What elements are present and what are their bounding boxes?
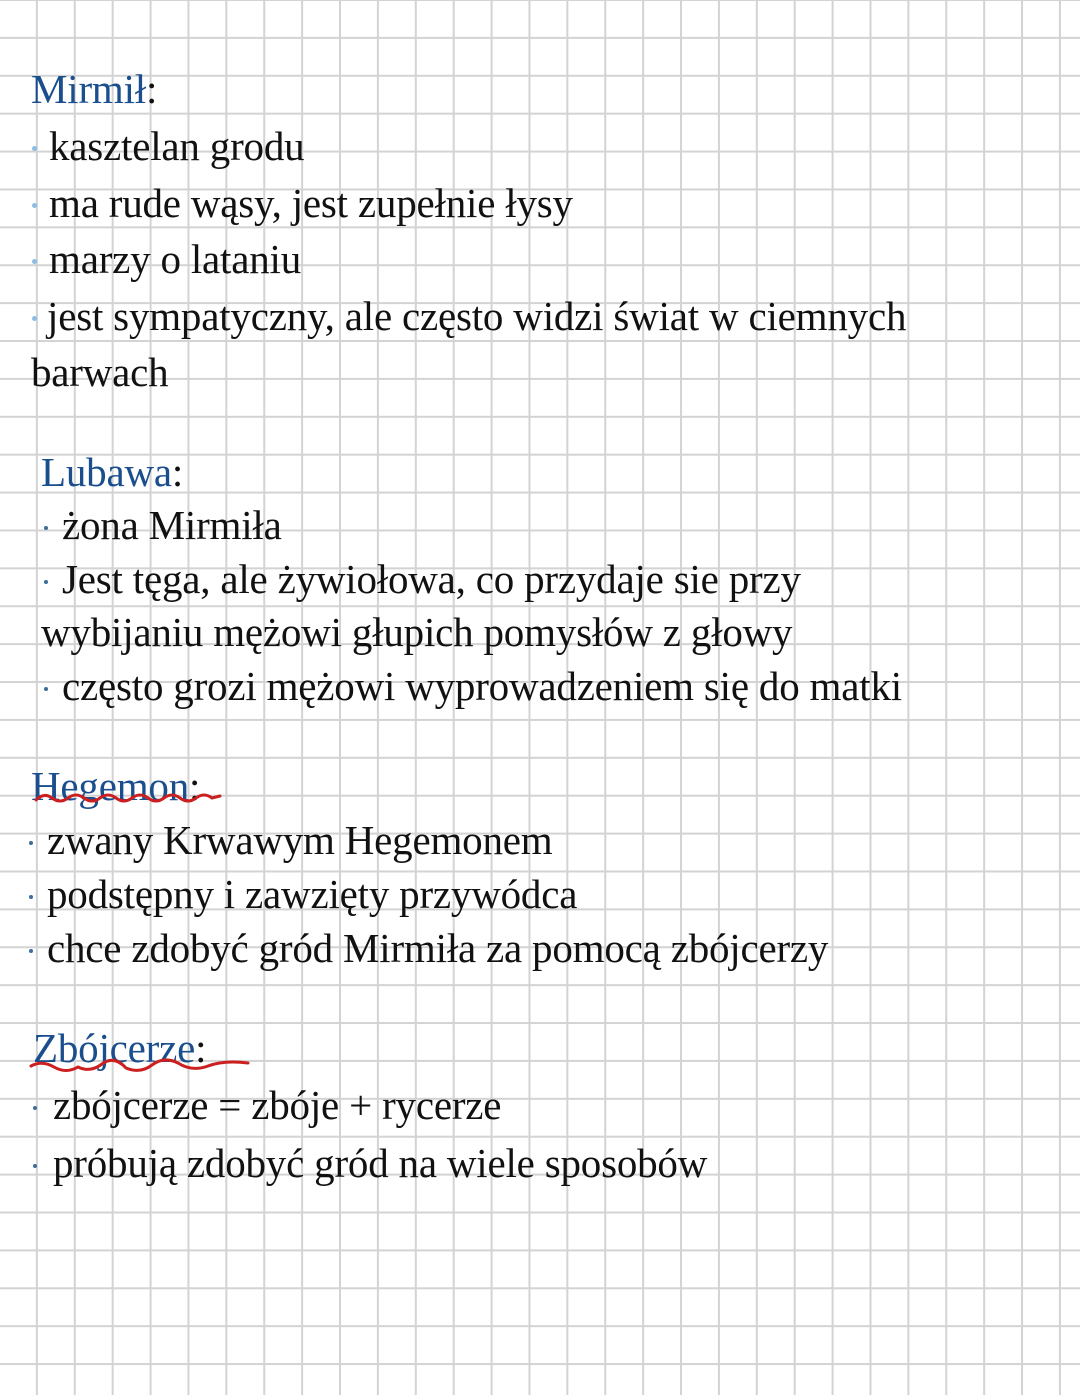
heading-text: Lubawa [41, 449, 172, 495]
section-heading-zbojcerze: Zbójcerze: [33, 1025, 207, 1071]
list-item-continuation: barwach [31, 349, 169, 395]
list-item: Jest tęga, ale żywiołowa, co przydaje sie przy [44, 551, 801, 607]
bullet-icon [33, 1106, 37, 1110]
list-item: zbójcerze = zbóje + rycerze [33, 1077, 501, 1133]
bullet-icon [32, 203, 37, 208]
section-heading-hegemon: Hegemon: [31, 763, 201, 809]
bullet-icon [29, 949, 33, 953]
bullet-icon [32, 146, 37, 151]
list-item: chce zdobyć gród Mirmiła za pomocą zbójcerzy [29, 920, 828, 976]
bullet-icon [32, 259, 37, 264]
bullet-icon [44, 580, 48, 584]
bullet-icon [44, 526, 48, 530]
bullet-icon [32, 316, 37, 321]
list-item: ma rude wąsy, jest zupełnie łysy [32, 175, 573, 231]
heading-text: Zbójcerze [33, 1025, 196, 1071]
list-item: żona Mirmiła [44, 497, 282, 553]
list-item: podstępny i zawzięty przywódca [29, 866, 577, 922]
heading-text: Mirmił [31, 66, 146, 112]
list-item: próbują zdobyć gród na wiele sposobów [33, 1135, 707, 1191]
list-item: zwany Krwawym Hegemonem [29, 812, 552, 868]
section-heading-mirmil: Mirmił: [31, 66, 158, 112]
bullet-icon [33, 1164, 37, 1168]
list-item: kasztelan grodu [32, 118, 304, 174]
list-item: często grozi mężowi wyprowadzeniem się do matki [44, 658, 902, 714]
bullet-icon [29, 841, 33, 845]
bullet-icon [44, 687, 48, 691]
list-item: jest sympatyczny, ale często widzi świat w ciemnych [32, 288, 906, 344]
list-item: marzy o lataniu [32, 231, 301, 287]
heading-text: Hegemon [31, 763, 189, 809]
bullet-icon [29, 895, 33, 899]
list-item-continuation: wybijaniu mężowi głupich pomysłów z głowy [41, 609, 793, 655]
section-heading-lubawa: Lubawa: [41, 449, 184, 495]
